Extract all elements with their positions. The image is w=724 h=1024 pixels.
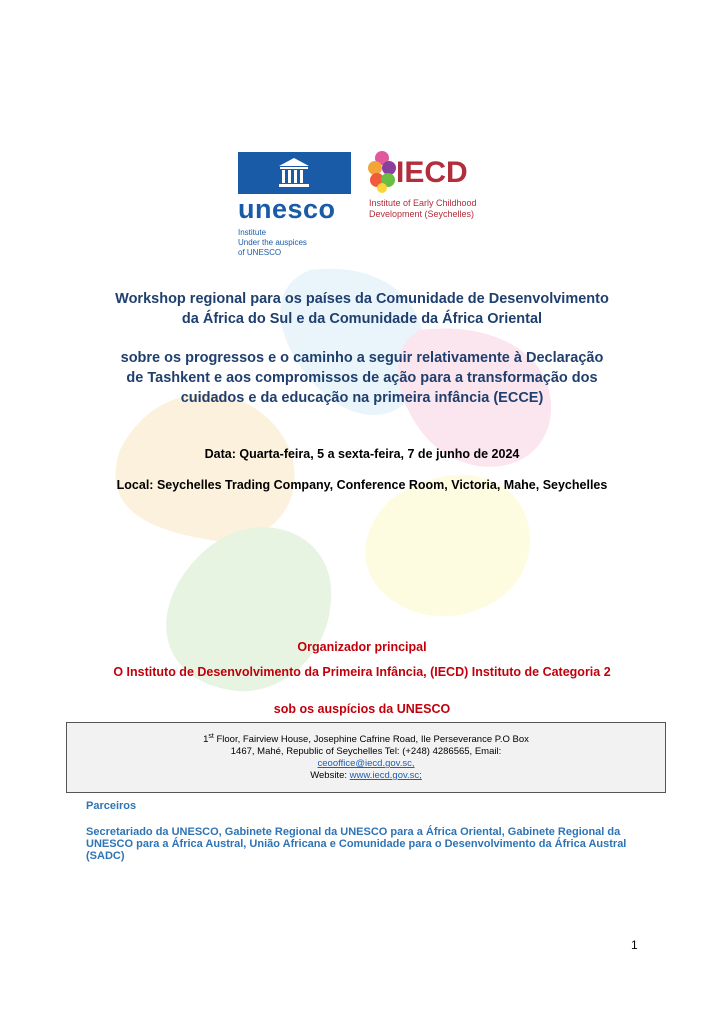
workshop-subtitle: sobre os progressos e o caminho a seguir relativamente à Declaração de Tashkent e aos compromissos de ação para a transformação dos cuidados e da educação na primeira infância (ECCE) bbox=[120, 350, 604, 406]
iecd-wordmark: IECD bbox=[396, 156, 468, 189]
address-line-2: 1467, Mahé, Republic of Seychelles Tel: (+248) 4286565, Email: bbox=[230, 746, 502, 758]
address-line-1: 1st Floor, Fairview House, Josephine Cafrine Road, Ile Perseverance P.O Box bbox=[203, 733, 529, 746]
event-date: Data: Quarta-feira, 5 a sexta-feira, 7 de junho de 2024 bbox=[204, 447, 520, 461]
page-number: 1 bbox=[631, 938, 638, 952]
logo-bar bbox=[238, 150, 498, 262]
website-line: Website: www.iecd.gov.sc; bbox=[310, 770, 422, 782]
unesco-subtitle: Institute Under the auspices of UNESCO bbox=[238, 228, 307, 257]
iecd-subtitle: Institute of Early Childhood Development (Seychelles) bbox=[369, 198, 477, 219]
organizer-name: O Instituto de Desenvolvimento da Primeira Infância, (IECD) Instituto de Categoria 2 bbox=[113, 665, 611, 679]
unesco-logo bbox=[238, 152, 351, 194]
partners-list: Secretariado da UNESCO, Gabinete Regional da UNESCO para a África Oriental, Gabinete Regional da UNESCO para a África Austral, União Africana e Comunidade para o Desenvolvimento da África Austral (SADC) bbox=[86, 826, 627, 862]
organizer-heading: Organizador principal bbox=[297, 640, 427, 654]
address-box bbox=[66, 722, 666, 793]
iecd-flower-icon bbox=[368, 150, 396, 194]
organizer-auspices: sob os auspícios da UNESCO bbox=[273, 702, 451, 716]
unesco-wordmark: unesco bbox=[238, 194, 336, 224]
partners-heading: Parceiros bbox=[86, 800, 137, 812]
email-link[interactable]: ceooffice@iecd.gov.sc, bbox=[317, 758, 415, 770]
workshop-title: Workshop regional para os países da Comunidade de Desenvolvimento da África do Sul e da Comunidade da África Oriental bbox=[115, 291, 609, 327]
website-link[interactable]: www.iecd.gov.sc; bbox=[349, 770, 422, 782]
unesco-temple-icon bbox=[238, 152, 351, 194]
event-location: Local: Seychelles Trading Company, Conference Room, Victoria, Mahe, Seychelles bbox=[116, 478, 608, 492]
